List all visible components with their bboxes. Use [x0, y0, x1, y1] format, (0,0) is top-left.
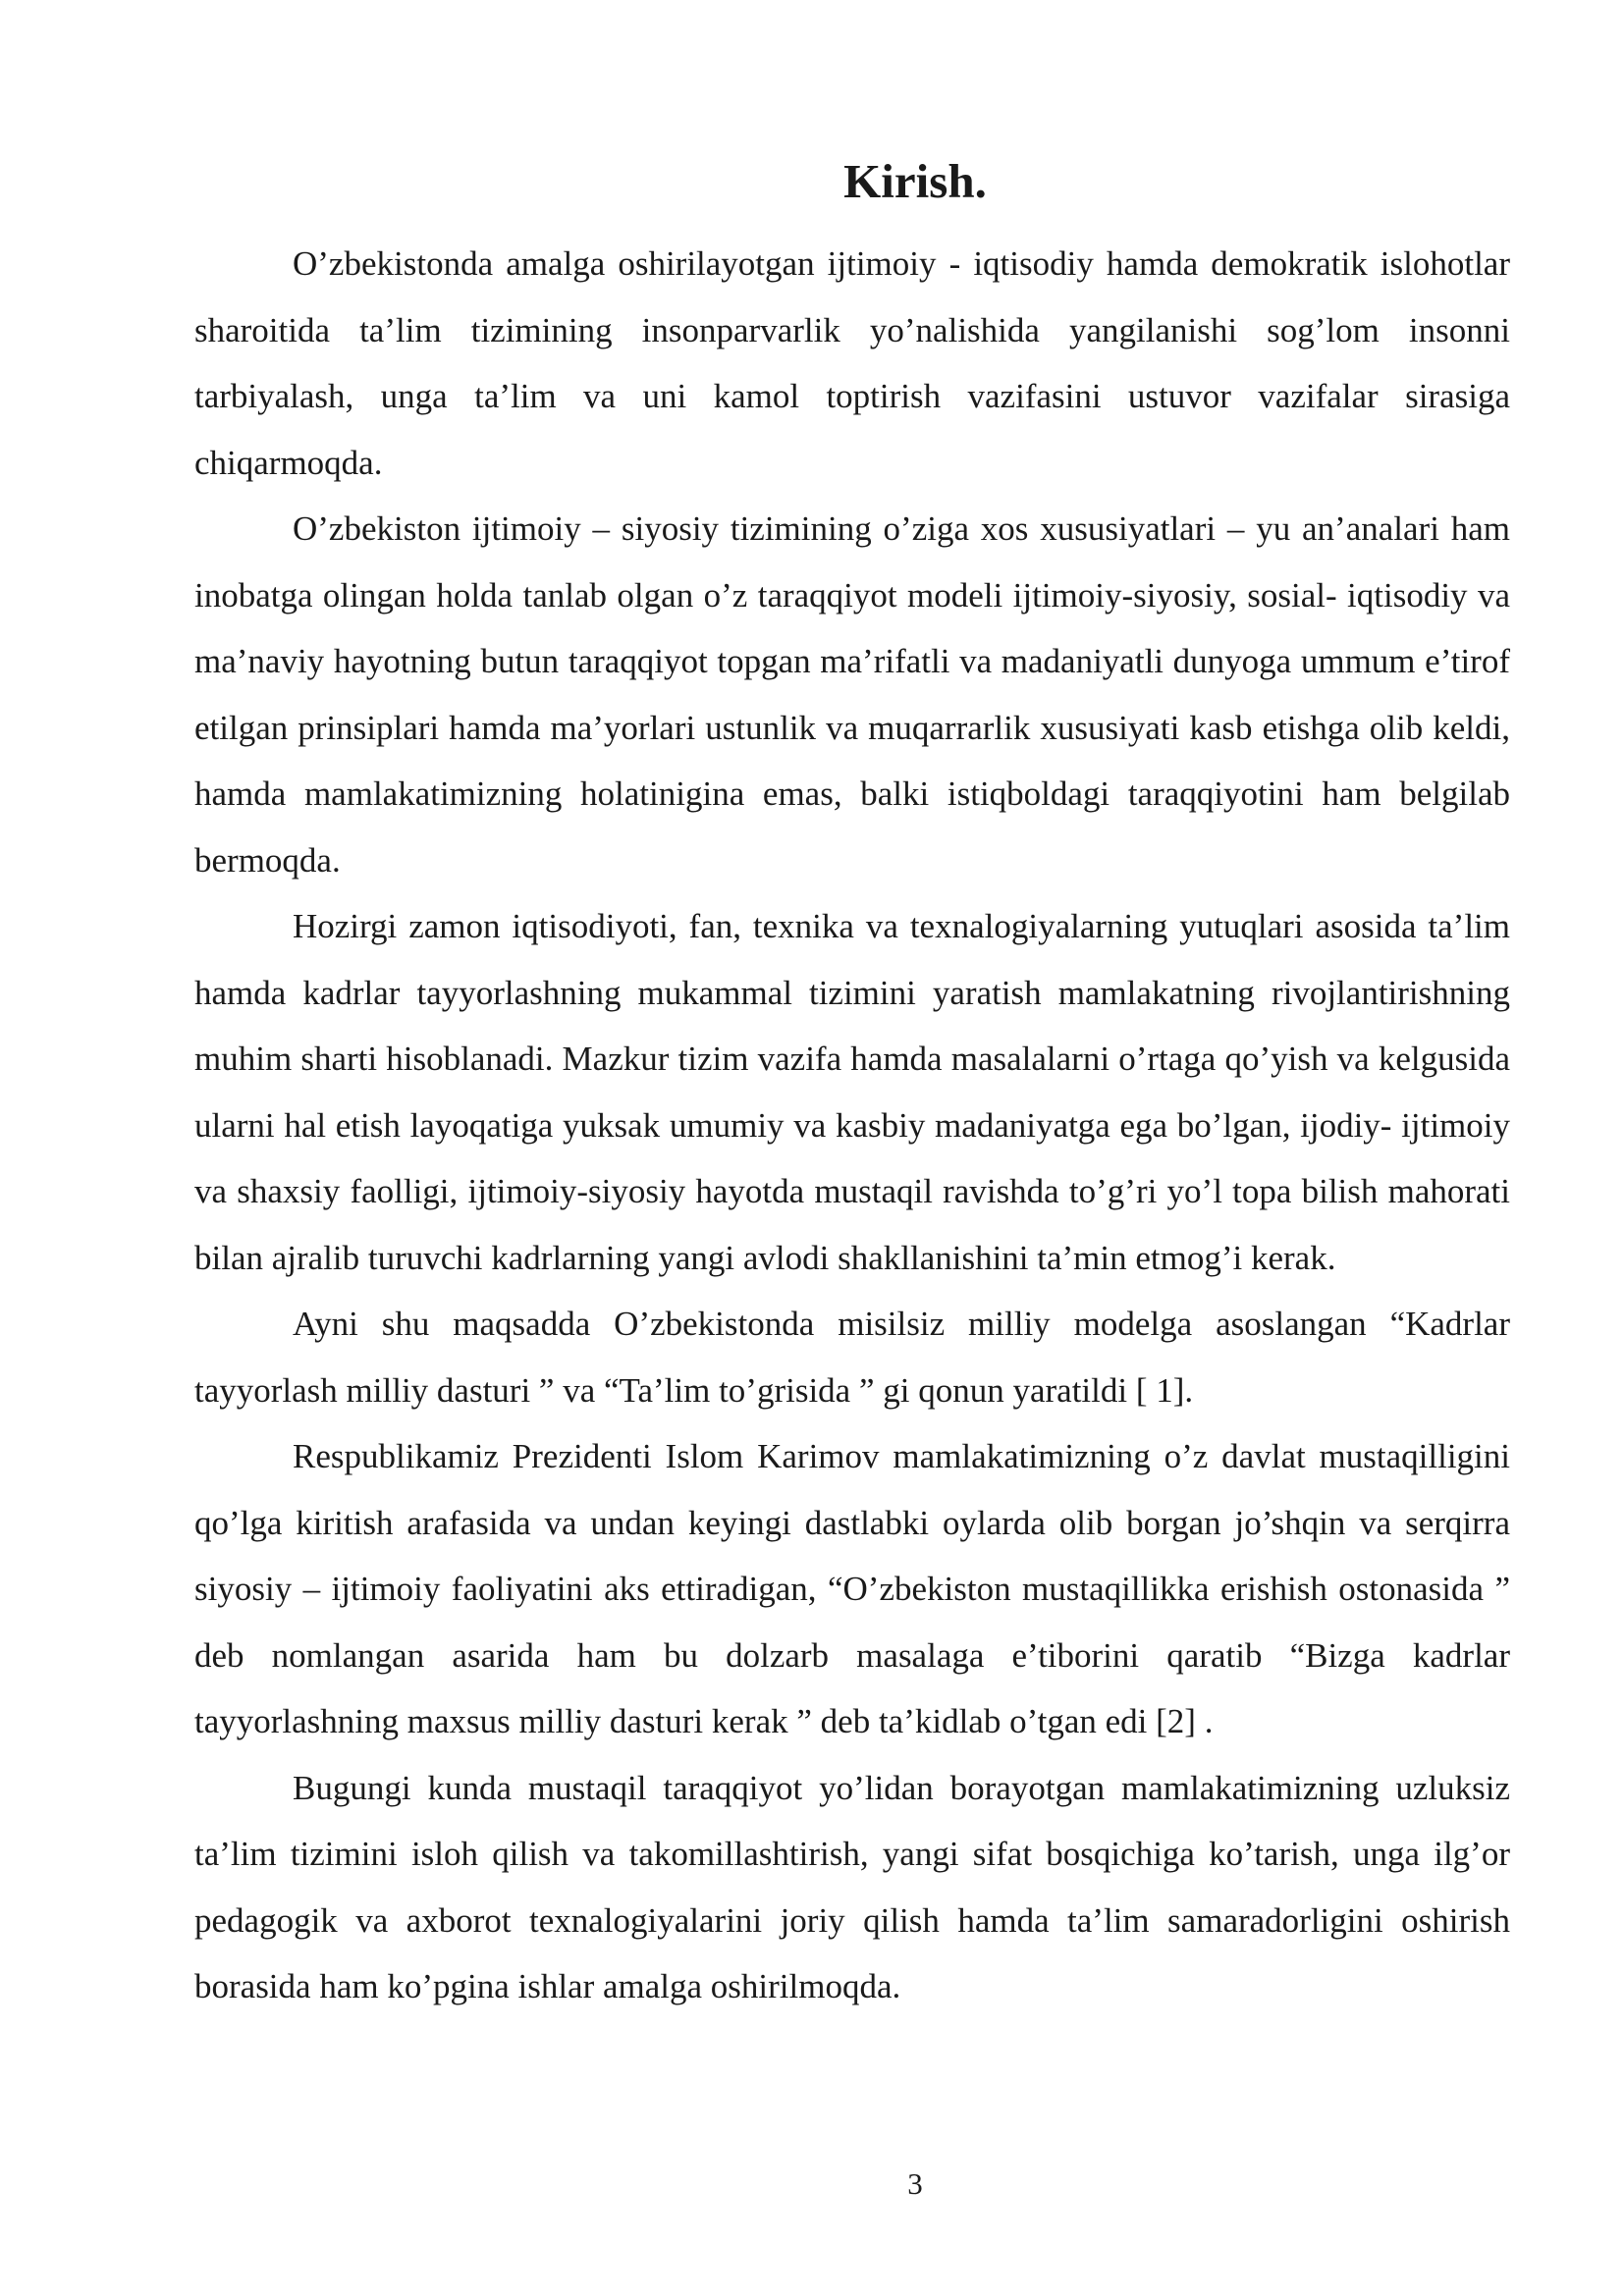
paragraph: Ayni shu maqsadda O’zbekistonda misilsiz milliy modelga asoslangan “Kadrlar tayyorlash milliy dasturi ” va “Ta’lim to’grisida ” gi qonun yaratildi [ 1].	[194, 1305, 1510, 1410]
paragraph: Respublikamiz Prezidenti Islom Karimov mamlakatimizning o’z davlat mustaqilligini qo’lga kiritish arafasida va undan keyingi dastlabki oylarda olib borgan jo’shqin va serqirra siyosiy – ijtimoiy faoliyatini aks ettiradigan, “O’zbekiston mustaqillikka erishish ostonasida ” deb nomlangan asarida ham bu dolzarb masalaga e’tiborini qaratib “Bizga kadrlar tayyorlashning maxsus milliy dasturi kerak ” deb ta’kidlab o’tgan edi [2] .	[194, 1437, 1510, 1740]
paragraph: Hozirgi zamon iqtisodiyoti, fan, texnika va texnalogiyalarning yutuqlari asosida ta’lim hamda kadrlar tayyorlashning mukammal tizimini yaratish mamlakatning rivojlantirishning muhim sharti hisoblanadi. Mazkur tizim vazifa hamda masalalarni o’rtaga qo’yish va kelgusida ularni hal etish layoqatiga yuksak umumiy va kasbiy madaniyatga ega bo’lgan, ijodiy- ijtimoiy va shaxsiy faolligi, ijtimoiy-siyosiy hayotda mustaqil ravishda to’g’ri yo’l topa bilish mahorati bilan ajralib turuvchi kadrlarning yangi avlodi shakllanishini ta’min etmog’i kerak.	[194, 907, 1510, 1277]
document-body	[194, 231, 1510, 2020]
paragraph: O’zbekiston ijtimoiy – siyosiy tizimining o’ziga xos xususiyatlari – yu an’analari ham inobatga olingan holda tanlab olgan o’z taraqqiyot modeli ijtimoiy-siyosiy, sosial- iqtisodiy va ma’naviy hayotning butun taraqqiyot topgan ma’rifatli va madaniyatli dunyoga ummum e’tirof etilgan prinsiplari hamda ma’yorlari ustunlik va muqarrarlik xususiyati kasb etishga olib keldi, hamda mamlakatimizning holatinigina emas, balki istiqboldagi taraqqiyotini ham belgilab bermoqda.	[194, 509, 1510, 880]
paragraph: O’zbekistonda amalga oshirilayotgan ijtimoiy - iqtisodiy hamda demokratik islohotlar sharoitida ta’lim tizimining insonparvarlik yo’nalishida yangilanishi sog’lom insonni tarbiyalash, unga ta’lim va uni kamol toptirish vazifasini ustuvor vazifalar sirasiga chiqarmoqda.	[194, 244, 1510, 482]
paragraph: Bugungi kunda mustaqil taraqqiyot yo’lidan borayotgan mamlakatimizning uzluksiz ta’lim tizimini isloh qilish va takomillashtirish, yangi sifat bosqichiga ko’tarish, unga ilg’or pedagogik va axborot texnalogiyalarini joriy qilish hamda ta’lim samaradorligini oshirish borasida ham ko’pgina ishlar amalga oshirilmoqda.	[194, 1768, 1510, 2005]
page-title: Kirish.	[843, 154, 987, 208]
page-number: 3	[907, 2166, 923, 2201]
